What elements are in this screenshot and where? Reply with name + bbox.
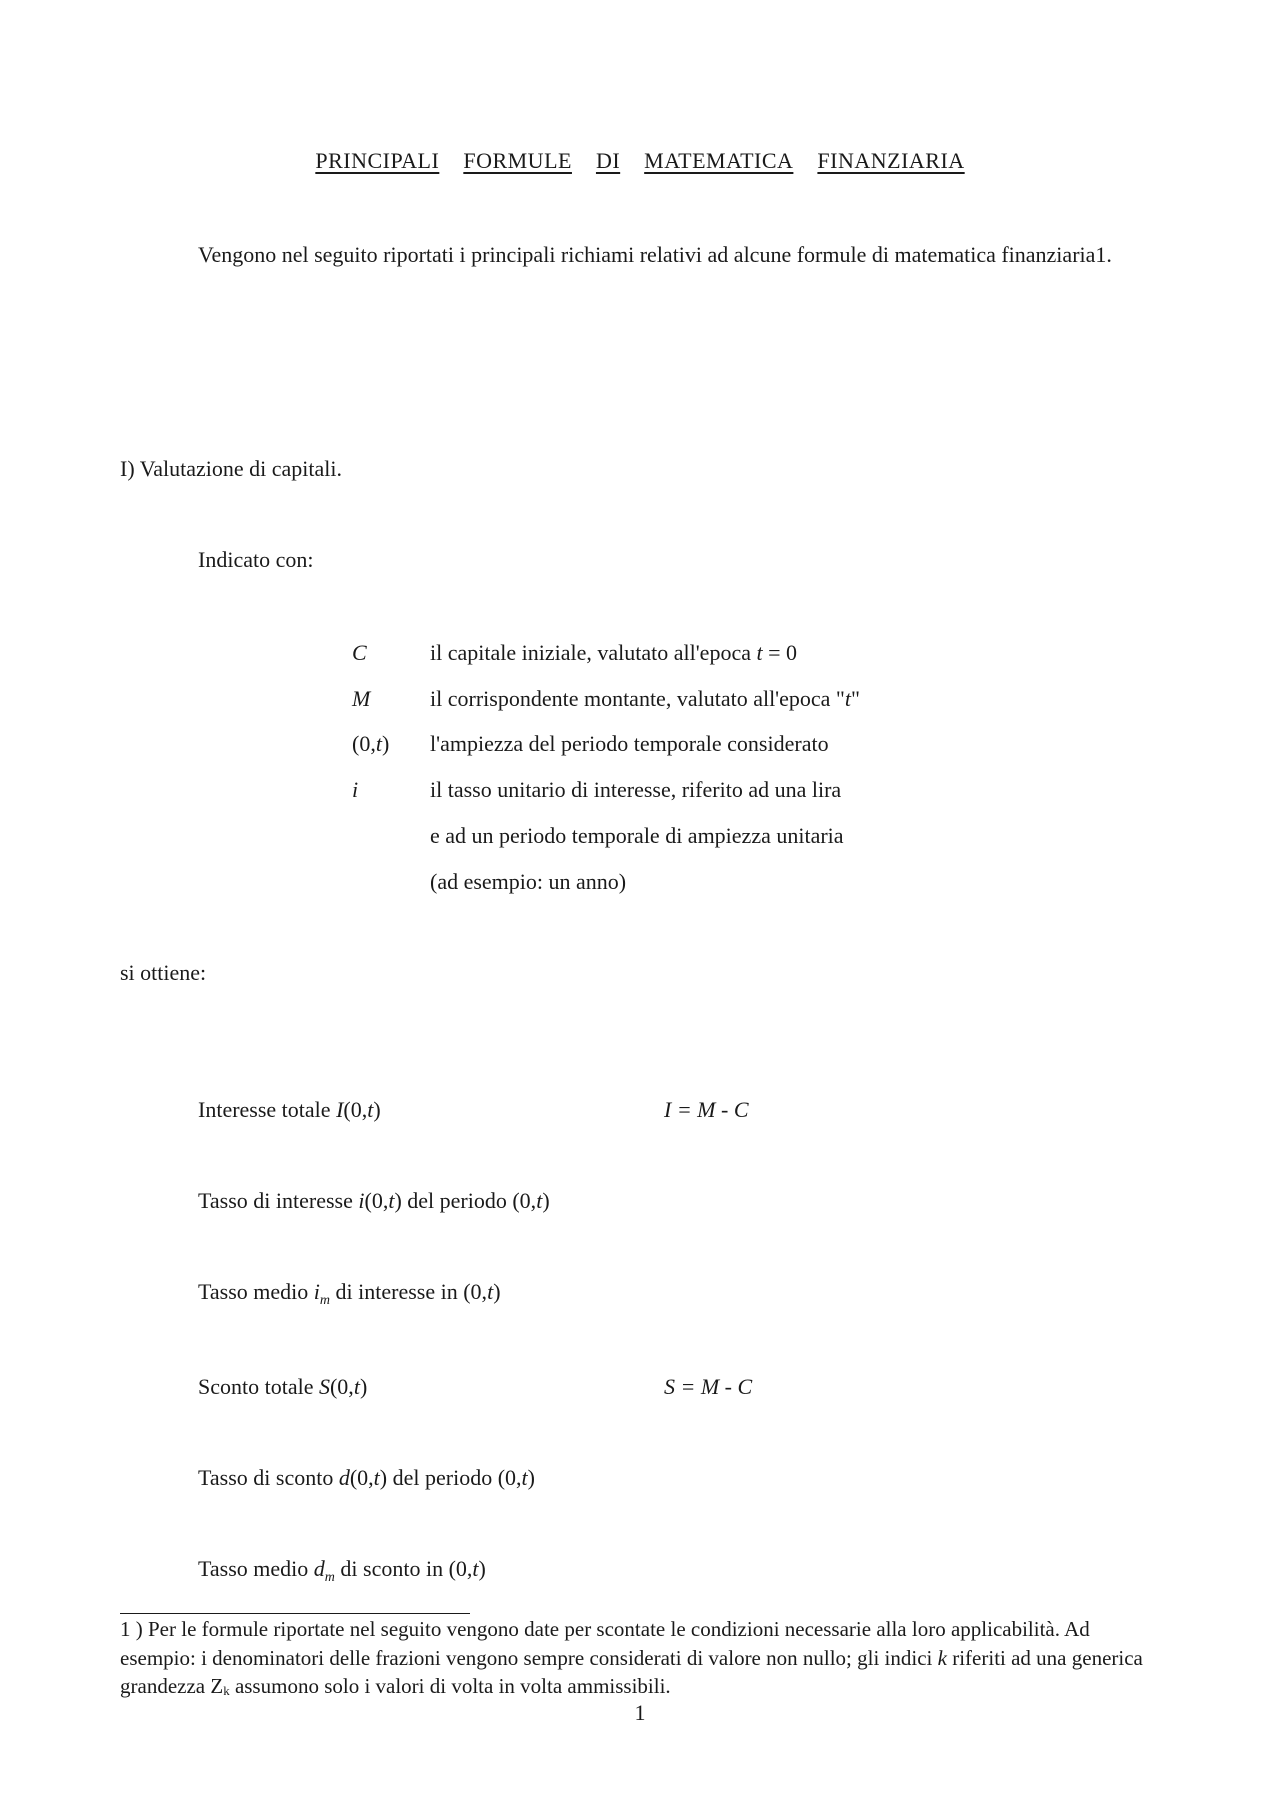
intro-paragraph [120,240,1162,270]
def-desc-i-line2: e ad un periodo temporale di ampiezza unitaria [430,823,844,848]
formula-label-sconto: Sconto totale S(0,t) [198,1374,368,1399]
title-word: FINANZIARIA [817,148,965,173]
page-number: 1 [634,1700,646,1725]
title-word: FORMULE [463,148,572,173]
page-title [0,148,1280,174]
def-desc-m [430,686,860,712]
footnote-text: Per le formule riportate nel seguito vengono date per scontate le condizioni necessarie alla loro applicabilità. Ad esempio: i denominatori delle frazioni vengono sempre considerati di valore non nullo; gli indici [120,1617,1090,1670]
footnote-separator [120,1613,470,1614]
title-word: PRINCIPALI [315,148,440,173]
footnote-mark: 1 ) [120,1617,143,1641]
intro-text: Vengono nel seguito riportati i principali richiami relativi ad alcune formule di matematica finanziaria [198,242,1096,267]
def-symbol-text: (0, [352,731,376,756]
title-word: MATEMATICA [644,148,794,173]
def-desc-text: il corrispondente montante, valutato all'epoca " [430,686,845,711]
def-symbol-m: M [352,686,371,711]
def-symbol-i: i [352,777,359,802]
footnote-text: assumono solo i valori di volta in volta ammissibili. [229,1674,671,1698]
formula-sconto: S = M - C [664,1374,753,1399]
def-desc-var: t [756,640,763,665]
formula-label-tasso-interesse: Tasso di interesse i(0,t) del periodo (0,t) [198,1188,550,1213]
footnote-var-k: k [937,1645,947,1670]
footnote-ref: 1 [1095,242,1107,267]
formula-interesse: I = M - C [664,1097,749,1122]
def-symbol-text: ) [381,731,390,756]
def-desc-var: t [844,686,852,711]
def-desc-i-line3: (ad esempio: un anno) [430,869,627,894]
footnote-sub-k: k [223,1683,230,1698]
def-desc-c [430,640,797,666]
footnote [120,1615,1170,1706]
def-desc-i-line1: il tasso unitario di interesse, riferito ad una lira [430,777,842,802]
section-heading: I) Valutazione di capitali. [120,456,342,481]
formula-label-interesse: Interesse totale I(0,t) [198,1097,381,1122]
footnote-text: riferiti ad una generica grandezza Z [120,1645,1143,1698]
def-desc-text: = 0 [762,640,798,665]
intro-end: . [1106,242,1112,267]
title-word: DI [595,148,621,173]
def-desc-period: l'ampiezza del periodo temporale considerato [430,731,829,756]
formula-label-tasso-sconto: Tasso di sconto d(0,t) del periodo (0,t) [198,1465,535,1490]
def-symbol-var: t [375,731,382,756]
def-symbol-c: C [352,640,367,665]
indicato-label: Indicato con: [198,547,314,572]
def-symbol-period [352,731,389,757]
def-desc-text: " [851,686,861,711]
formula-label-tasso-medio-sconto: Tasso medio $d_m$ di sconto in (0,t) [198,1556,486,1585]
si-ottiene: si ottiene: [120,960,207,985]
def-desc-text: il capitale iniziale, valutato all'epoca [430,640,757,665]
formula-label-tasso-medio-interesse: Tasso medio $i_m$ di interesse in (0,t) [198,1279,501,1308]
